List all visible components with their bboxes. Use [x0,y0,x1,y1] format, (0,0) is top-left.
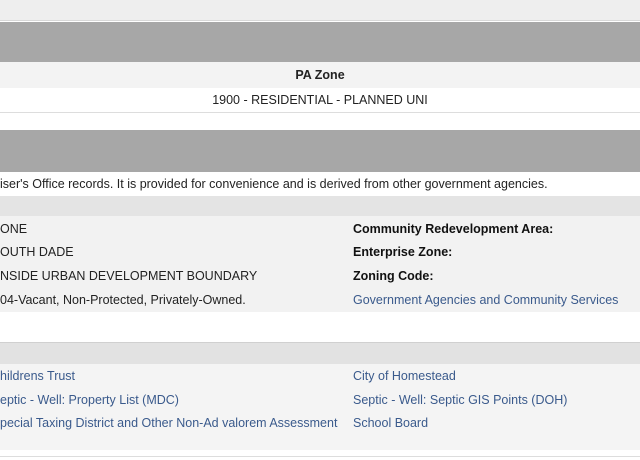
info-value-4: 04-Vacant, Non-Protected, Privately-Owned. [0,293,246,307]
childrens-trust-link[interactable]: hildrens Trust [0,369,76,383]
septic-gis-points-link[interactable]: Septic - Well: Septic GIS Points (DOH) [353,393,568,407]
sub-section-bar [0,196,640,216]
septic-well-property-list-link[interactable]: eptic - Well: Property List (MDC) [0,393,179,407]
section-header-bar [0,22,640,62]
info-grid [0,216,640,312]
links-grid [0,364,640,450]
pa-zone-value: 1900 - RESIDENTIAL - PLANNED UNI [0,88,640,113]
government-agencies-link[interactable]: Government Agencies and Community Services [353,293,619,307]
disclaimer-text: iser's Office records. It is provided for convenience and is derived from other government agencies. [0,172,640,196]
links-section-header [0,342,640,365]
section-header-bar-2 [0,130,640,172]
enterprise-zone-label: Enterprise Zone: [353,245,453,259]
zoning-code-label: Zoning Code: [353,269,434,283]
info-value-3: NSIDE URBAN DEVELOPMENT BOUNDARY [0,269,258,283]
info-value-1: ONE [0,222,28,236]
special-taxing-district-link[interactable]: pecial Taxing District and Other Non-Ad valorem Assessment [0,416,338,430]
info-value-2: OUTH DADE [0,245,74,259]
bottom-divider [0,456,640,457]
top-strip [0,0,640,21]
city-of-homestead-link[interactable]: City of Homestead [353,369,456,383]
pa-zone-header: PA Zone [0,62,640,88]
school-board-link[interactable]: School Board [353,416,429,430]
community-redevelopment-label: Community Redevelopment Area: [353,222,554,236]
